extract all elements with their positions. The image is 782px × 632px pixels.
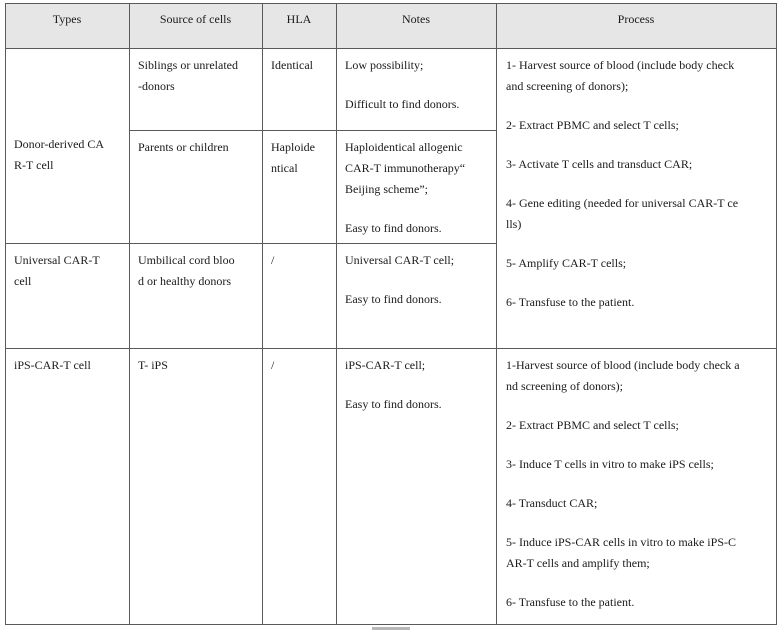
process-donor-universal: 1- Harvest source of blood (include body check and screening of donors); 2- Extract PBMC and select T cells; 3- Activate T cells and transduct CAR; 4- Gene editing (needed for universal CAR-T ce lls) 5- Amplify CAR-T cells; 6- Transfuse to the patient. — [506, 58, 739, 309]
source-siblings: Siblings or unrelated -donors — [138, 58, 238, 93]
table-border-top — [5, 3, 777, 4]
hla-identical: Identical — [271, 58, 313, 72]
type-donor-derived: Donor-derived CA R-T cell — [14, 137, 105, 172]
source-universal: Umbilical cord bloo d or healthy donors — [138, 253, 235, 288]
hla-ips: / — [271, 358, 275, 372]
col-divider-2 — [262, 3, 263, 625]
notes-ips: iPS-CAR-T cell; Easy to find donors. — [345, 358, 442, 411]
notes-siblings: Low possibility; Difficult to find donors. — [345, 58, 460, 111]
row-divider-universal — [5, 348, 777, 349]
hla-universal: / — [271, 253, 275, 267]
col-divider-1 — [129, 3, 130, 625]
header-types: Types — [52, 12, 82, 26]
row-divider-siblings — [129, 130, 496, 131]
header-process: Process — [617, 12, 655, 26]
table-border-right — [776, 3, 777, 625]
header-divider — [5, 48, 777, 49]
hla-haploidentical: Haploide ntical — [271, 140, 315, 175]
row-divider-donor — [5, 243, 496, 244]
process-ips: 1-Harvest source of blood (include body check a nd screening of donors); 2- Extract PBMC and select T cells; 3- Induce T cells in vitro to make iPS cells; 4- Transduct CAR; 5- Induce iPS-CAR cells in vitro to make iPS-C AR-T cells and amplify them; 6- Transfuse to the patient. — [506, 358, 740, 609]
header-hla: HLA — [286, 12, 312, 26]
table-border-left — [5, 3, 6, 625]
col-divider-3 — [336, 3, 337, 625]
notes-parents: Haploidentical allogenic CAR-T immunotherapy“ Beijing scheme”; Easy to find donors. — [345, 140, 466, 235]
source-parents: Parents or children — [138, 140, 229, 154]
table-border-bottom — [5, 624, 777, 625]
source-ips: T- iPS — [138, 358, 168, 372]
col-divider-4 — [496, 3, 497, 625]
scrollbar-thumb[interactable] — [372, 627, 410, 630]
type-ips: iPS-CAR-T cell — [14, 358, 91, 372]
type-universal: Universal CAR-T cell — [14, 253, 100, 288]
header-source: Source of cells — [159, 12, 232, 26]
header-notes: Notes — [402, 12, 430, 26]
notes-universal: Universal CAR-T cell; Easy to find donors. — [345, 253, 455, 306]
